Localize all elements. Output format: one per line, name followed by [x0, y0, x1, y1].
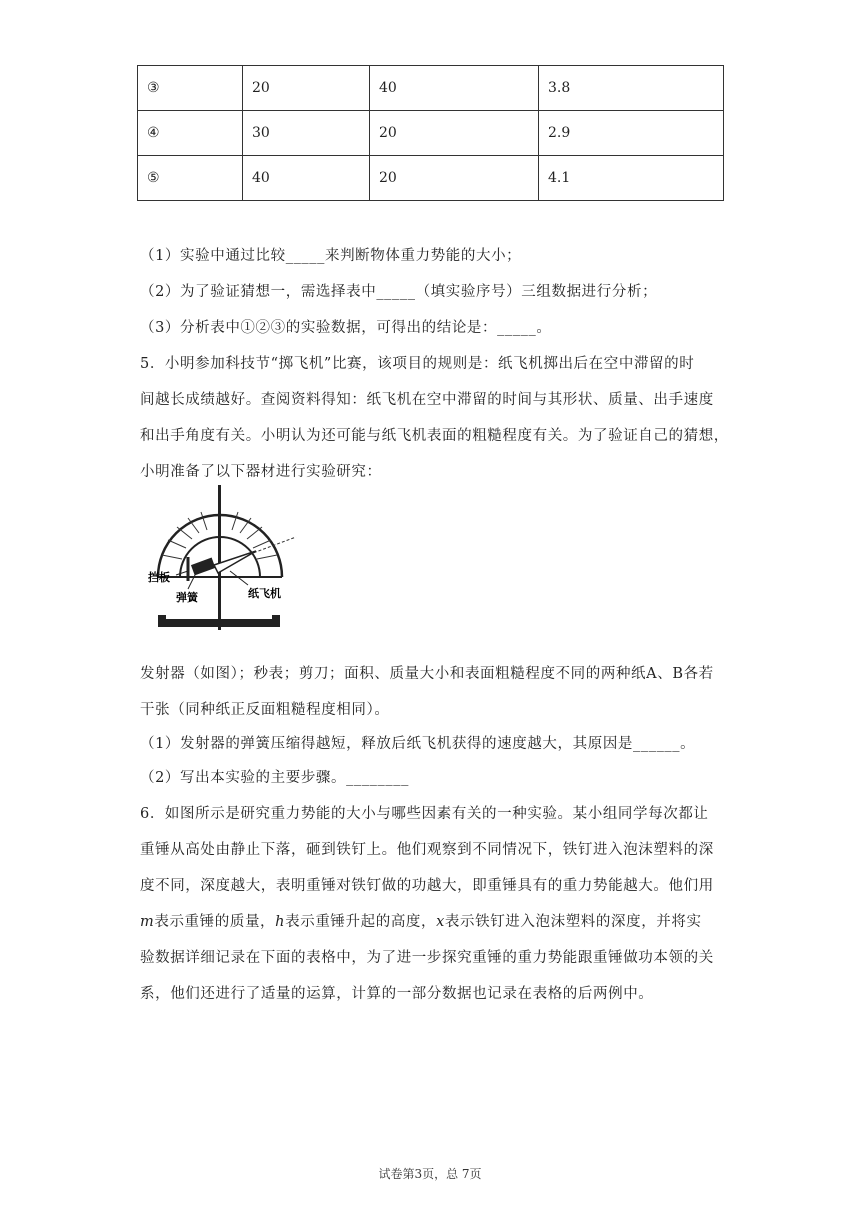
- var-m: m: [140, 914, 155, 930]
- page-footer: 试卷第3页，总 7页: [378, 1167, 482, 1181]
- table-cell: ⑤: [138, 156, 243, 201]
- table-cell: 20: [370, 111, 539, 156]
- table-cell: 20: [370, 156, 539, 201]
- q5-subquestion-2: （2）写出本实验的主要步骤。________: [140, 770, 409, 786]
- q6-text-line: 验数据详细记录在下面的表格中，为了进一步探究重锤的重力势能跟重锤做功本领的关: [140, 950, 714, 966]
- spring-label: 弹簧: [176, 591, 198, 604]
- var-h: h: [275, 914, 286, 930]
- q6-text-line: [140, 910, 702, 931]
- table-cell: 3.8: [539, 66, 724, 111]
- q5-text-line: 和出手角度有关。小明认为还可能与纸飞机表面的粗糙程度有关。为了验证自己的猜想，: [140, 428, 729, 444]
- q4-subquestion-1: （1）实验中通过比较_____来判断物体重力势能的大小；: [140, 248, 522, 264]
- baffle-label: 挡板: [148, 571, 170, 584]
- q5-text-line: 干张（同种纸正反面粗糙程度相同）。: [140, 702, 390, 718]
- experiment-data-table: [137, 65, 724, 201]
- plane-label: 纸飞机: [248, 587, 281, 600]
- launcher-figure: [148, 485, 298, 635]
- var-x: x: [436, 914, 445, 930]
- table-cell: ③: [138, 66, 243, 111]
- q5-subquestion-1: （1）发射器的弹簧压缩得越短，释放后纸飞机获得的速度越大，其原因是______。: [140, 736, 696, 752]
- table-row: [138, 66, 724, 111]
- text-span: 表示重锤升起的高度，: [285, 914, 437, 930]
- q6-text-line: 系，他们还进行了适量的运算，计算的一部分数据也记录在表格的后两例中。: [140, 986, 654, 1002]
- q5-text-line: 5．小明参加科技节“掷飞机”比赛，该项目的规则是：纸飞机掷出后在空中滞留的时: [140, 356, 695, 372]
- table-cell: 40: [243, 156, 370, 201]
- table-cell: 4.1: [539, 156, 724, 201]
- table-row: [138, 111, 724, 156]
- q5-text-line: 小明准备了以下器材进行实验研究：: [140, 464, 382, 480]
- q6-text-line: 度不同，深度越大，表明重锤对铁钉做的功越大，即重锤具有的重力势能越大。他们用: [140, 878, 714, 894]
- table-cell: 2.9: [539, 111, 724, 156]
- q6-text-line: 6．如图所示是研究重力势能的大小与哪些因素有关的一种实验。某小组同学每次都让: [140, 806, 709, 822]
- table-row: [138, 156, 724, 201]
- table-cell: 30: [243, 111, 370, 156]
- q5-text-line: 间越长成绩越好。查阅资料得知：纸飞机在空中滞留的时间与其形状、质量、出手速度: [140, 392, 714, 408]
- text-span: 表示铁钉进入泡沫塑料的深度，并将实: [444, 914, 702, 930]
- text-span: 表示重锤的质量，: [154, 914, 276, 930]
- q6-text-line: 重锤从高处由静止下落，砸到铁钉上。他们观察到不同情况下，铁钉进入泡沫塑料的深: [140, 842, 714, 858]
- q4-subquestion-3: （3）分析表中①②③的实验数据，可得出的结论是：_____。: [140, 320, 552, 336]
- q5-text-line: 发射器（如图）；秒表；剪刀；面积、质量大小和表面粗糙程度不同的两种纸A、B各若: [140, 666, 714, 682]
- table-cell: 20: [243, 66, 370, 111]
- q4-subquestion-2: （2）为了验证猜想一，需选择表中_____（填实验序号）三组数据进行分析；: [140, 284, 658, 300]
- table-cell: 40: [370, 66, 539, 111]
- table-cell: ④: [138, 111, 243, 156]
